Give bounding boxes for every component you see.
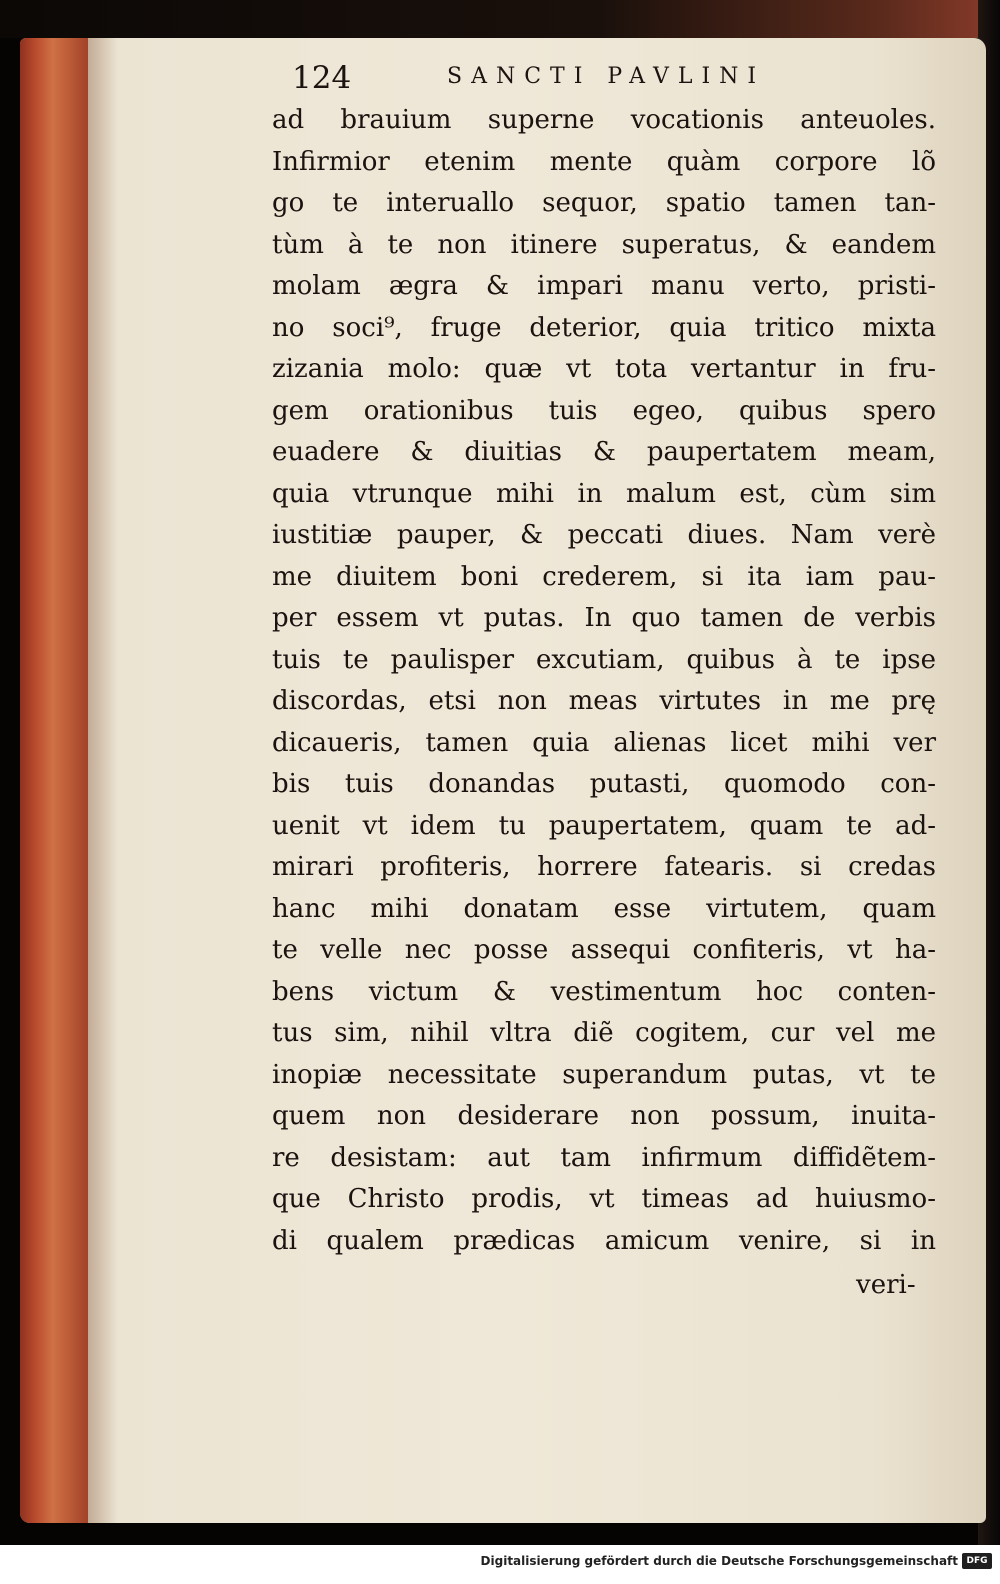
text-line: uenit vt idem tu paupertatem, quam te ad-	[272, 810, 936, 841]
text-line: inopiæ necessitate superandum putas, vt te	[272, 1059, 936, 1090]
text-line: bens victum & vestimentum hoc conten-	[272, 976, 936, 1007]
body-text	[272, 100, 936, 1262]
text-line: bis tuis donandas putasti, quomodo con-	[272, 769, 936, 799]
book-binding-edge	[20, 38, 88, 1523]
text-line: tus sim, nihil vltra diẽ cogitem, cur vel me	[272, 1018, 936, 1048]
text-line: que Christo prodis, vt timeas ad huiusmo-	[272, 1184, 936, 1214]
text-line: zizania molo: quæ vt tota vertantur in fru-	[272, 354, 936, 384]
funding-credit: Digitalisierung gefördert durch die Deutsche Forschungsgemeinschaft	[480, 1554, 958, 1568]
text-line: molam ægra & impari manu verto, pristi-	[272, 271, 936, 301]
text-line: euadere & diuitias & paupertatem meam,	[272, 437, 936, 467]
text-line: per essem vt putas. In quo tamen de verbis	[272, 603, 936, 633]
text-line: gem orationibus tuis egeo, quibus spero	[272, 395, 936, 426]
text-line: quem non desiderare non possum, inuita-	[272, 1101, 936, 1131]
text-line: re desistam: aut tam infirmum diffidẽtem-	[272, 1142, 936, 1173]
scan-top-edge	[0, 0, 1000, 38]
dfg-logo: DFG	[962, 1553, 992, 1569]
text-line: quia vtrunque mihi in malum est, cùm sim	[272, 478, 936, 509]
text-line: Infirmior etenim mente quàm corpore lõ	[272, 146, 936, 177]
text-line: mirari profiteris, horrere fatearis. si credas	[272, 852, 936, 882]
text-line: hanc mihi donatam esse virtutem, quam	[272, 893, 936, 924]
text-line: go te interuallo sequor, spatio tamen tan-	[272, 188, 936, 218]
text-line: tùm à te non itinere superatus, & eandem	[272, 229, 936, 260]
text-line: iustitiæ pauper, & peccati diues. Nam verè	[272, 520, 936, 550]
digitization-footer	[0, 1545, 1000, 1584]
running-header	[292, 60, 932, 100]
text-line: discordas, etsi non meas virtutes in me prę	[272, 686, 936, 716]
catchword: veri-	[856, 1270, 916, 1300]
page-number: 124	[292, 60, 352, 96]
text-line: tuis te paulisper excutiam, quibus à te ipse	[272, 644, 936, 675]
text-line: dicaueris, tamen quia alienas licet mihi ver	[272, 727, 936, 758]
text-line: te velle nec posse assequi confiteris, vt ha-	[272, 935, 936, 965]
text-line: di qualem prædicas amicum venire, si in	[272, 1225, 936, 1256]
text-line: no soci⁹, fruge deterior, quia tritico mixta	[272, 312, 936, 343]
text-line: me diuitem boni crederem, si ita iam pau-	[272, 561, 936, 592]
page-gutter-shadow	[88, 38, 118, 1523]
running-title: SANCTI PAVLINI	[447, 64, 766, 89]
text-line: ad brauium superne vocationis anteuoles.	[272, 105, 936, 135]
